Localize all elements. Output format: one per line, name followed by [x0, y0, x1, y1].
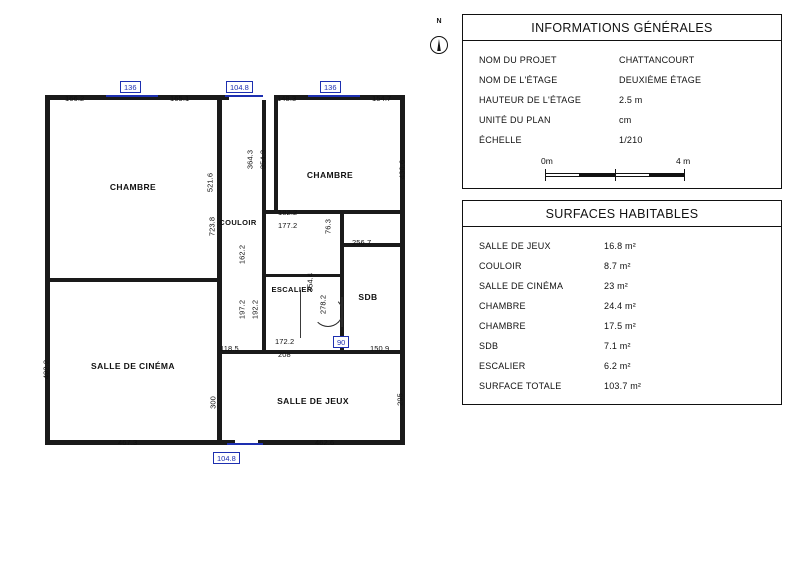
dim-left-upper: 521.6 — [205, 172, 215, 193]
dim-inner-14: 208 — [278, 350, 291, 359]
compass-label: N — [436, 18, 442, 25]
dim-inner-1: 364.3 — [245, 149, 255, 170]
surface-row-value: 6.2 m² — [604, 361, 631, 371]
surface-row-key: SDB — [479, 341, 499, 351]
surface-row-key: SALLE DE CINÉMA — [479, 281, 564, 291]
info-row-key: NOM DU PROJET — [479, 55, 557, 65]
info-row-value: 2.5 m — [619, 95, 643, 105]
room-label-chambre-1: CHAMBRE — [109, 182, 157, 192]
wall-bottom-left — [45, 440, 235, 445]
surface-row — [479, 336, 765, 356]
info-row-value: DEUXIÈME ÉTAGE — [619, 75, 702, 85]
surface-row-value: 16.8 m² — [604, 241, 636, 251]
surface-row-key: CHAMBRE — [479, 321, 526, 331]
wall-interior-vertical-bedroom — [274, 95, 278, 210]
compass-north-icon — [424, 18, 454, 64]
dim-window-top-left-line — [106, 95, 158, 97]
dim-window-top-right: 136 — [320, 81, 341, 93]
dim-opening-top-mid-line — [225, 95, 263, 97]
wall-interior-vertical-sdb — [340, 212, 344, 352]
dim-inner-2: 354.3 — [258, 149, 268, 170]
room-label-salle-de-jeux: SALLE DE JEUX — [277, 396, 349, 406]
surface-row — [479, 276, 765, 296]
info-row-key: UNITÉ DU PLAN — [479, 115, 551, 125]
surface-row-key: COULOIR — [479, 261, 522, 271]
info-row — [479, 50, 765, 70]
surface-row-value: 17.5 m² — [604, 321, 636, 331]
dim-bottom-right: 462.6 — [315, 438, 335, 447]
dim-left-lower: 492.2 — [41, 359, 51, 380]
dim-inner-6: 76.3 — [323, 219, 333, 234]
info-row — [479, 70, 765, 90]
room-label-couloir: COULOIR — [219, 218, 257, 227]
surface-row-value: 24.4 m² — [604, 301, 636, 311]
wall-left — [45, 95, 50, 445]
scale-bar-label-right: 4 m — [676, 156, 691, 166]
dim-left-upper-2: 723.8 — [207, 216, 217, 237]
habitable-surfaces-body — [463, 227, 781, 406]
surface-row-key: SALLE DE JEUX — [479, 241, 551, 251]
info-row-value: CHATTANCOURT — [619, 55, 695, 65]
info-row-value: 1/210 — [619, 135, 643, 145]
wall-interior-horizontal-sdb — [340, 243, 405, 247]
door-arc-sdb — [313, 297, 343, 327]
dim-opening-top-mid: 104.8 — [226, 81, 253, 93]
info-row-value: cm — [619, 115, 632, 125]
surface-row-value: 7.1 m² — [604, 341, 631, 351]
surface-row-key: CHAMBRE — [479, 301, 526, 311]
dim-inner-8: 354.4 — [305, 272, 315, 293]
dim-window-top-left: 136 — [120, 81, 141, 93]
general-info-body — [463, 41, 781, 196]
surface-row-total — [479, 376, 765, 396]
dim-top-left-2: 165.1 — [170, 94, 190, 103]
dim-window-top-right-line — [308, 95, 360, 97]
info-row — [479, 130, 765, 150]
wall-interior-horizontal-stair — [262, 274, 342, 277]
wall-interior-vertical-main — [217, 95, 222, 445]
dim-top-mid-2: 148.3 — [277, 94, 297, 103]
room-label-escalier: ESCALIER — [271, 285, 313, 294]
dim-inner-3: 162.2 — [237, 244, 247, 265]
habitable-surfaces-title: SURFACES HABITABLES — [463, 201, 781, 227]
dim-top-left-1: 166.2 — [65, 94, 85, 103]
dim-inner-9: 278.2 — [318, 294, 328, 315]
surface-row-value: 8.7 m² — [604, 261, 631, 271]
general-info-panel — [462, 14, 782, 189]
habitable-surfaces-panel — [462, 200, 782, 405]
dim-inner-4: 182.2 — [278, 208, 298, 217]
info-row-key: ÉCHELLE — [479, 135, 522, 145]
room-label-sdb: SDB — [358, 292, 378, 302]
general-info-title: INFORMATIONS GÉNÉRALES — [463, 15, 781, 41]
dim-inner-5: 177.2 — [278, 221, 298, 230]
surface-row-key: ESCALIER — [479, 361, 526, 371]
info-row-key: NOM DE L'ÉTAGE — [479, 75, 558, 85]
room-label-salle-de-cinema: SALLE DE CINÉMA — [91, 361, 175, 371]
dim-right-mid: 150.9 — [370, 344, 390, 353]
dim-door-bottom: 104.8 — [213, 452, 240, 464]
info-row-key: HAUTEUR DE L'ÉTAGE — [479, 95, 582, 105]
dim-bottom-left: 467.3 — [118, 438, 138, 447]
dim-inner-13: 172.2 — [275, 337, 295, 346]
surface-row — [479, 316, 765, 336]
dim-door-bottom-line — [227, 443, 263, 445]
dim-left-bottom-seg: 300 — [208, 396, 218, 409]
dim-right-lower: 295 — [395, 393, 405, 406]
dim-top-right-2: 154.7 — [372, 94, 392, 103]
surface-row — [479, 256, 765, 276]
surface-row-value: 23 m² — [604, 281, 629, 291]
surface-row-key: SURFACE TOTALE — [479, 381, 562, 391]
scale-bar-label-left: 0m — [541, 156, 553, 166]
wall-interior-horizontal-cinema — [45, 278, 220, 282]
surface-row — [479, 356, 765, 376]
dim-inner-10: 197.2 — [237, 299, 247, 320]
dim-inner-7: 256.7 — [352, 238, 372, 247]
stair-direction-line — [300, 290, 301, 338]
info-row — [479, 90, 765, 110]
surface-row — [479, 236, 765, 256]
surface-row — [479, 296, 765, 316]
dim-inner-11: 192.2 — [250, 299, 260, 320]
surface-row-value: 103.7 m² — [604, 381, 642, 391]
scale-bar — [479, 156, 765, 186]
dim-inner-12: 118.5 — [220, 344, 239, 353]
room-label-chambre-2: CHAMBRE — [306, 170, 354, 180]
scale-bar-graphic — [545, 173, 685, 177]
dim-door-mid: 90 — [333, 336, 349, 348]
info-row — [479, 110, 765, 130]
door-leaf-sdb — [341, 297, 343, 327]
dim-right-upper: 430.6 — [397, 159, 407, 180]
